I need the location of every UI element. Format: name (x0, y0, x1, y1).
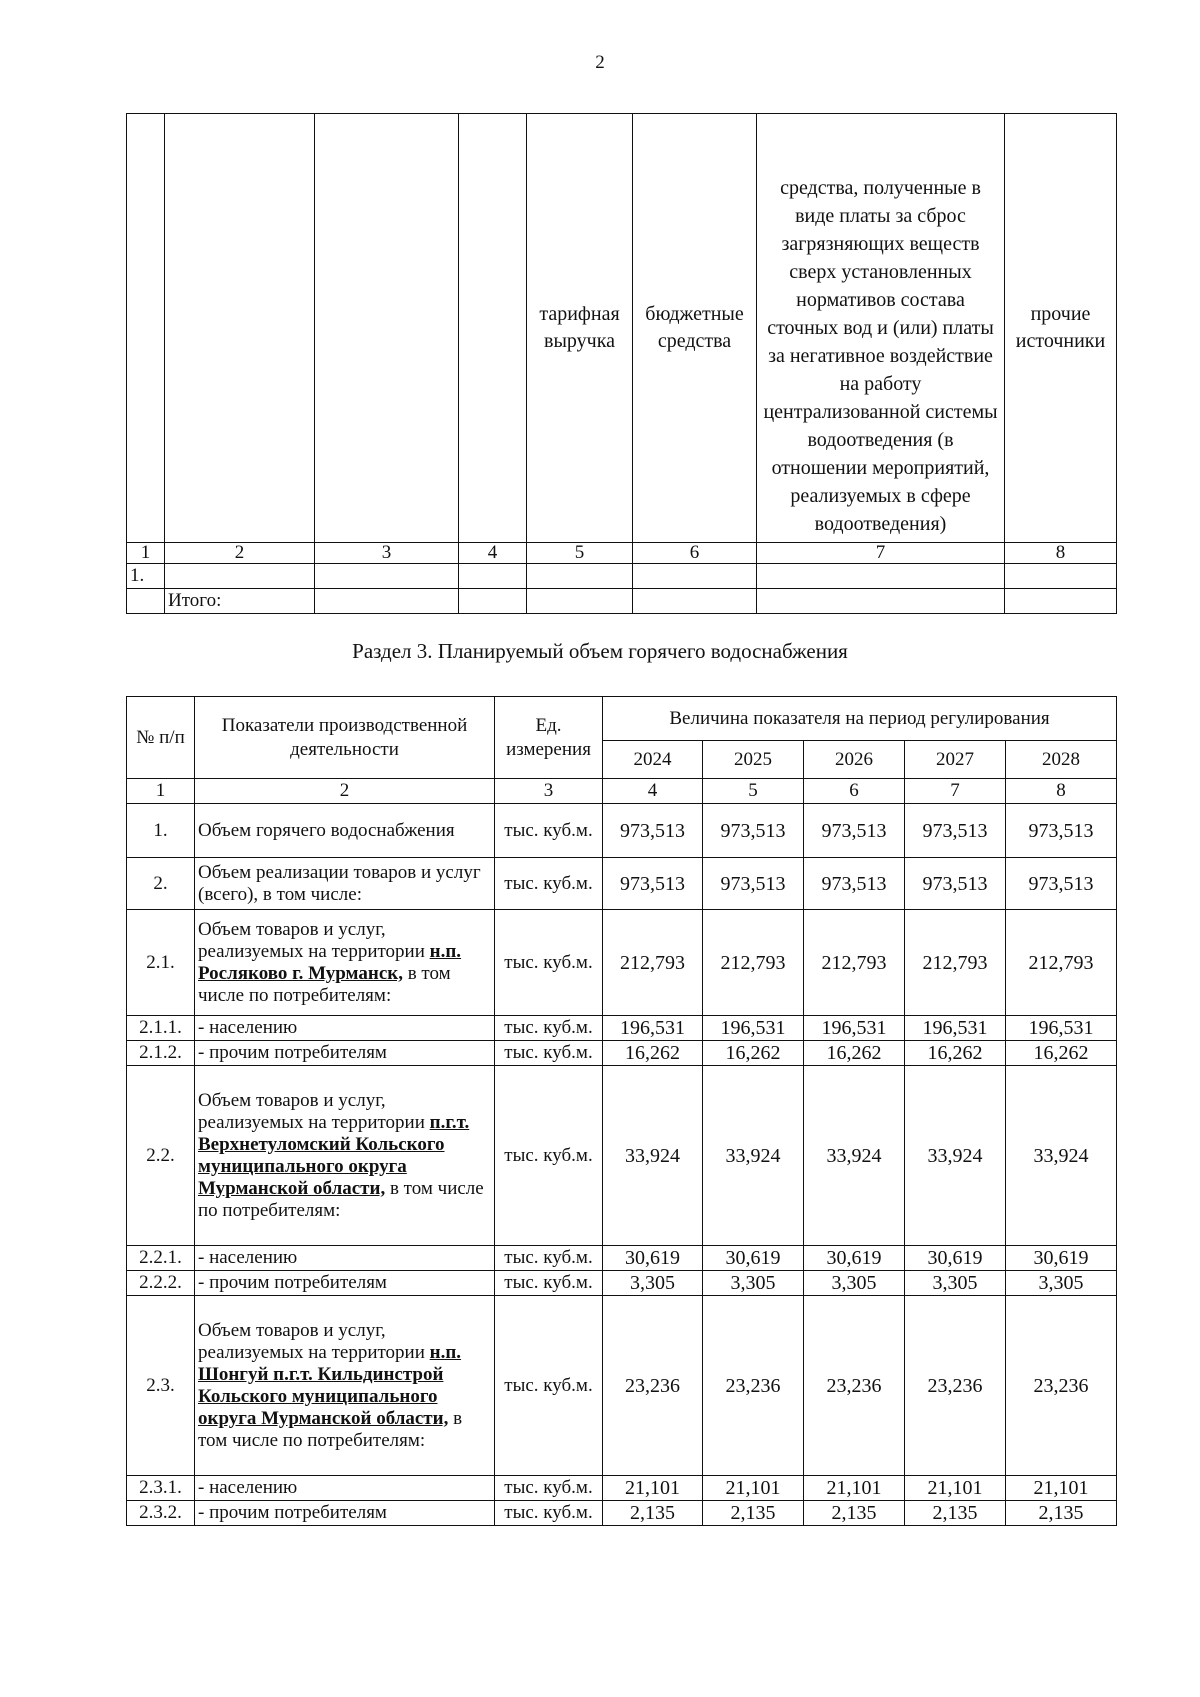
table1-row-1 (127, 564, 1117, 589)
row-indicator (195, 1271, 495, 1296)
table-row (127, 1476, 1117, 1501)
row-value: 21,101 (703, 1476, 804, 1501)
table2-header-year: 2024 (603, 741, 703, 779)
table2-header-unit: Ед. измерения (495, 697, 603, 779)
row-number: 2. (127, 858, 195, 910)
row-unit: тыс. куб.м. (495, 1501, 603, 1526)
row-value: 2,135 (905, 1501, 1006, 1526)
table1-colnum: 7 (757, 543, 1005, 564)
row-value: 212,793 (603, 910, 703, 1016)
row-value: 3,305 (804, 1271, 905, 1296)
row-value: 16,262 (1006, 1041, 1117, 1066)
indicator-text: Объем горячего водоснабжения (198, 819, 455, 841)
table1-colnum: 1 (127, 543, 165, 564)
funding-sources-table (126, 113, 1117, 614)
row-value: 21,101 (905, 1476, 1006, 1501)
row-value: 196,531 (603, 1016, 703, 1041)
territory-name: н.п. Росляково г. Мурманск, (198, 940, 462, 984)
table-row (127, 1246, 1117, 1271)
row-indicator (195, 1016, 495, 1041)
row-value: 23,236 (703, 1296, 804, 1476)
indicator-text: - прочим потребителям (198, 1502, 387, 1523)
table1-colnum: 5 (527, 543, 633, 564)
row-value: 973,513 (603, 804, 703, 858)
row-indicator (195, 1041, 495, 1066)
table2-colnum: 4 (603, 779, 703, 804)
table2-colnum: 3 (495, 779, 603, 804)
row-value: 973,513 (1006, 858, 1117, 910)
row-indicator (195, 1066, 495, 1246)
row-value: 212,793 (703, 910, 804, 1016)
row-value: 33,924 (1006, 1066, 1117, 1246)
table2-header-row (127, 697, 1117, 741)
row-value: 212,793 (804, 910, 905, 1016)
indicator-text: - населению (198, 1477, 298, 1498)
table1-row-number: 1. (127, 564, 165, 589)
row-value: 2,135 (804, 1501, 905, 1526)
table2-header-year: 2025 (703, 741, 804, 779)
row-value: 973,513 (603, 858, 703, 910)
row-unit: тыс. куб.м. (495, 1271, 603, 1296)
table1-header-tariff: тарифная выручка (527, 114, 633, 543)
table-row (127, 1271, 1117, 1296)
table1-header-cell-2 (165, 114, 315, 543)
row-value: 30,619 (905, 1246, 1006, 1271)
row-value: 3,305 (703, 1271, 804, 1296)
table1-colnum: 2 (165, 543, 315, 564)
row-indicator (195, 1246, 495, 1271)
row-value: 23,236 (905, 1296, 1006, 1476)
row-value: 16,262 (905, 1041, 1006, 1066)
row-value: 196,531 (703, 1016, 804, 1041)
territory-name: н.п. Шонгуй п.г.т. Кильдинстрой Кольского муниципального округа Мурманской области, (198, 1341, 462, 1429)
table2-colnum: 6 (804, 779, 905, 804)
row-value: 16,262 (703, 1041, 804, 1066)
table1-header-discharge-fees: средства, полученные в виде платы за сброс загрязняющих веществ сверх установленных нормативов состава сточных вод и (или) платы за негативное воздействие на работу централизованной системы водоотведения (в отношении мероприятий, реализуемых в сфере водоотведения) (757, 114, 1005, 543)
table2-colnum: 8 (1006, 779, 1117, 804)
table-row (127, 1296, 1117, 1476)
row-value: 33,924 (905, 1066, 1006, 1246)
row-indicator (195, 804, 495, 858)
table2-header-year: 2028 (1006, 741, 1117, 779)
table2-colnum: 7 (905, 779, 1006, 804)
indicator-text: в том числе по потребителям: (198, 1177, 484, 1221)
row-number: 2.2.1. (127, 1246, 195, 1271)
row-number: 2.3.1. (127, 1476, 195, 1501)
table1-header-cell-4 (459, 114, 527, 543)
row-value: 3,305 (603, 1271, 703, 1296)
row-number: 2.1. (127, 910, 195, 1016)
table2-header-year: 2027 (905, 741, 1006, 779)
row-indicator (195, 1501, 495, 1526)
table1-colnum: 6 (633, 543, 757, 564)
table1-header-cell-3 (315, 114, 459, 543)
table2-header-year: 2026 (804, 741, 905, 779)
table1-total-row (127, 589, 1117, 614)
row-unit: тыс. куб.м. (495, 1476, 603, 1501)
table-row (127, 1016, 1117, 1041)
row-value: 973,513 (905, 804, 1006, 858)
row-indicator (195, 910, 495, 1016)
table1-header-other: прочие источники (1005, 114, 1117, 543)
row-value: 30,619 (603, 1246, 703, 1271)
table2-header-period: Величина показателя на период регулирования (603, 697, 1117, 741)
row-unit: тыс. куб.м. (495, 804, 603, 858)
row-unit: тыс. куб.м. (495, 910, 603, 1016)
row-indicator (195, 858, 495, 910)
row-value: 21,101 (804, 1476, 905, 1501)
row-value: 16,262 (804, 1041, 905, 1066)
indicator-text: Объем товаров и услуг, реализуемых на территории (198, 918, 425, 962)
row-value: 196,531 (1006, 1016, 1117, 1041)
indicator-text: в том числе по потребителям: (198, 962, 451, 1006)
section-title: Раздел 3. Планируемый объем горячего водоснабжения (352, 639, 848, 663)
row-value: 212,793 (905, 910, 1006, 1016)
table-row (127, 804, 1117, 858)
table1-header-budget: бюджетные средства (633, 114, 757, 543)
row-unit: тыс. куб.м. (495, 1246, 603, 1271)
row-value: 973,513 (1006, 804, 1117, 858)
row-value: 973,513 (703, 858, 804, 910)
table1-total-label: Итого: (165, 589, 315, 614)
row-value: 973,513 (804, 804, 905, 858)
row-number: 2.3.2. (127, 1501, 195, 1526)
row-value: 33,924 (603, 1066, 703, 1246)
row-value: 3,305 (905, 1271, 1006, 1296)
row-number: 2.1.2. (127, 1041, 195, 1066)
row-unit: тыс. куб.м. (495, 1041, 603, 1066)
row-value: 196,531 (804, 1016, 905, 1041)
table2-colnum: 1 (127, 779, 195, 804)
row-value: 2,135 (1006, 1501, 1117, 1526)
table1-colnum: 4 (459, 543, 527, 564)
hot-water-supply-table (126, 696, 1117, 1526)
table2-header-num: № п/п (127, 697, 195, 779)
table2-colnum: 5 (703, 779, 804, 804)
indicator-text: Объем реализации товаров и услуг (всего), в том числе: (198, 861, 481, 905)
row-number: 2.1.1. (127, 1016, 195, 1041)
row-number: 2.2. (127, 1066, 195, 1246)
row-value: 973,513 (804, 858, 905, 910)
row-value: 30,619 (703, 1246, 804, 1271)
row-unit: тыс. куб.м. (495, 858, 603, 910)
row-value: 23,236 (603, 1296, 703, 1476)
page-number: 2 (595, 52, 605, 73)
row-value: 21,101 (603, 1476, 703, 1501)
table1-header-cell-1 (127, 114, 165, 543)
indicator-text: Объем товаров и услуг, реализуемых на территории (198, 1319, 425, 1363)
row-value: 21,101 (1006, 1476, 1117, 1501)
row-value: 33,924 (804, 1066, 905, 1246)
row-value: 2,135 (703, 1501, 804, 1526)
row-number: 2.2.2. (127, 1271, 195, 1296)
table-row (127, 1066, 1117, 1246)
table-row (127, 1501, 1117, 1526)
table-row (127, 1041, 1117, 1066)
table2-column-numbers (127, 779, 1117, 804)
row-value: 973,513 (703, 804, 804, 858)
row-value: 30,619 (804, 1246, 905, 1271)
indicator-text: - населению (198, 1247, 298, 1268)
table1-header-row (127, 114, 1117, 543)
row-indicator (195, 1476, 495, 1501)
table1-colnum: 3 (315, 543, 459, 564)
indicator-text: Объем товаров и услуг, реализуемых на территории (198, 1089, 425, 1133)
indicator-text: в том числе по потребителям: (198, 1407, 463, 1451)
row-unit: тыс. куб.м. (495, 1016, 603, 1041)
row-value: 973,513 (905, 858, 1006, 910)
row-value: 23,236 (1006, 1296, 1117, 1476)
table1-colnum: 8 (1005, 543, 1117, 564)
row-number: 1. (127, 804, 195, 858)
row-unit: тыс. куб.м. (495, 1296, 603, 1476)
row-unit: тыс. куб.м. (495, 1066, 603, 1246)
territory-name: п.г.т. Верхнетуломский Кольского муниципального округа Мурманской области, (198, 1111, 470, 1199)
row-value: 3,305 (1006, 1271, 1117, 1296)
row-value: 212,793 (1006, 910, 1117, 1016)
table1-column-numbers (127, 543, 1117, 564)
row-value: 33,924 (703, 1066, 804, 1246)
table2-colnum: 2 (195, 779, 495, 804)
indicator-text: - населению (198, 1017, 298, 1038)
table2-header-indicator: Показатели производственной деятельности (195, 697, 495, 779)
table-row (127, 910, 1117, 1016)
indicator-text: - прочим потребителям (198, 1042, 387, 1063)
row-value: 23,236 (804, 1296, 905, 1476)
row-value: 2,135 (603, 1501, 703, 1526)
table-row (127, 858, 1117, 910)
row-indicator (195, 1296, 495, 1476)
indicator-text: - прочим потребителям (198, 1272, 387, 1293)
row-value: 196,531 (905, 1016, 1006, 1041)
row-number: 2.3. (127, 1296, 195, 1476)
row-value: 30,619 (1006, 1246, 1117, 1271)
row-value: 16,262 (603, 1041, 703, 1066)
